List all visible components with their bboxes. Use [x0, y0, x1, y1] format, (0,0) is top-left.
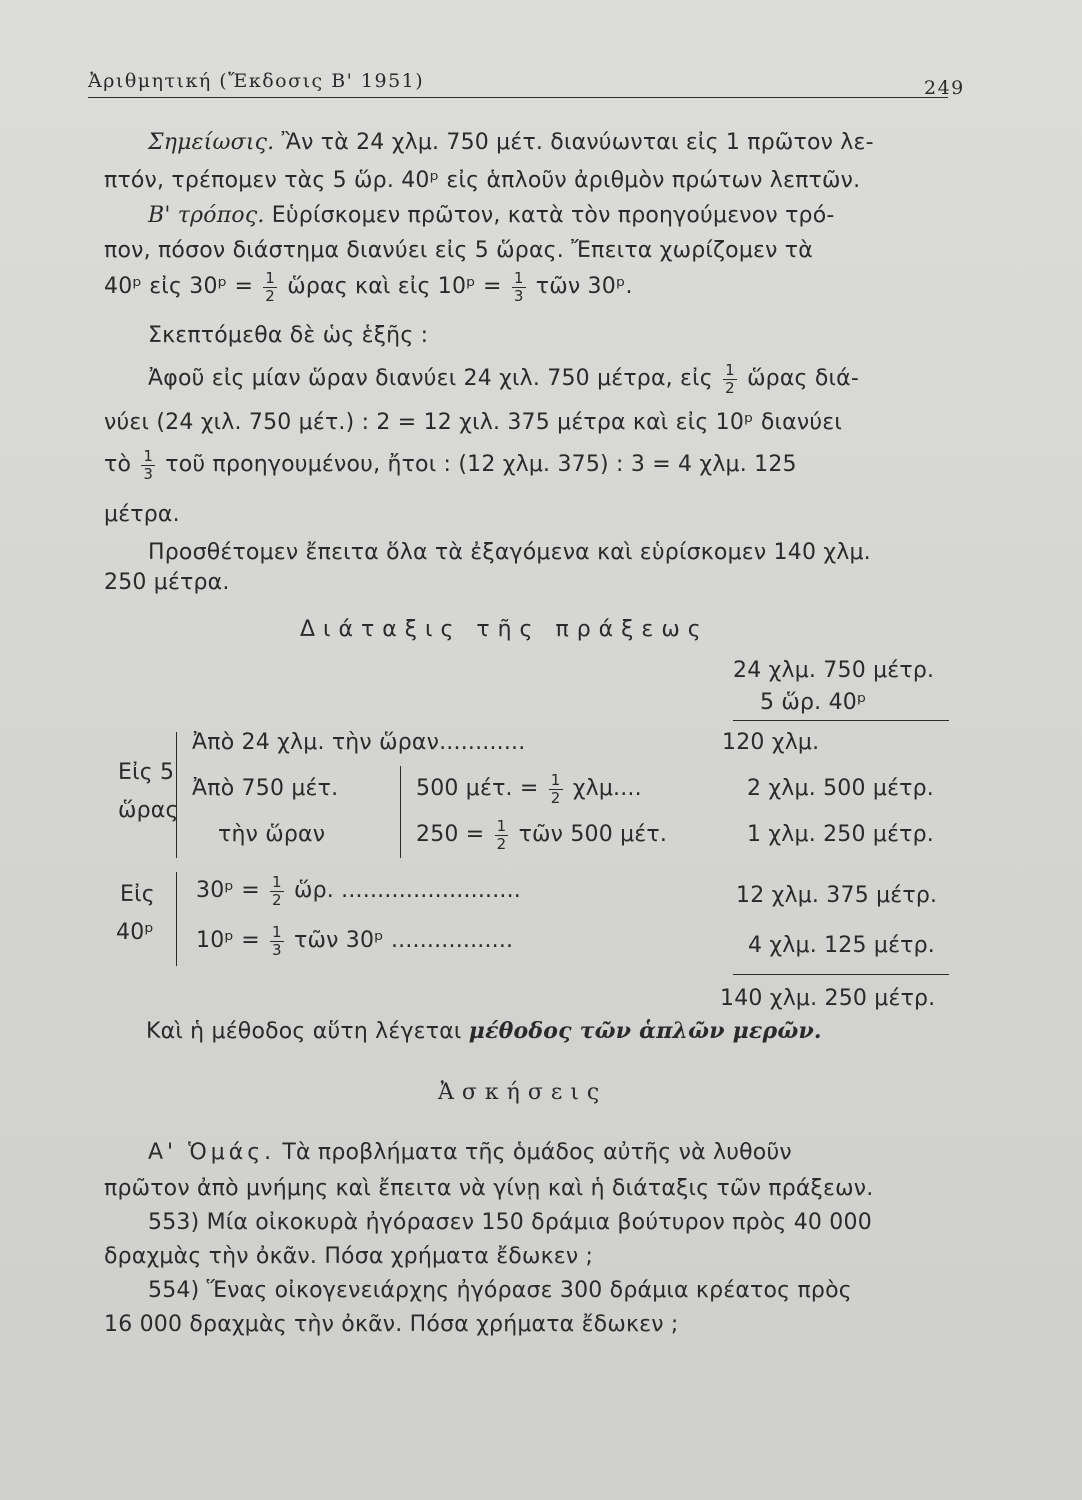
- frac-num: 1: [143, 447, 154, 465]
- row-1-value: 120 χλμ.: [722, 730, 820, 755]
- group-label: Α' Ὁμάς.: [148, 1140, 276, 1165]
- reasoning-1b: ὥρας διά-: [747, 366, 860, 391]
- row-3-sub-a: 250 =: [416, 822, 485, 847]
- fraction-half: [495, 818, 509, 852]
- note-text-3: Εὑρίσκομεν πρῶτον, κατὰ τὸν προηγούμενον τρό-: [271, 203, 835, 228]
- fraction-third: [512, 270, 526, 304]
- group-2-label-a: Εἰς: [120, 882, 155, 907]
- row-5-label: 10ᵖ =: [196, 928, 260, 953]
- frac-den: 2: [265, 286, 276, 305]
- row-5-tail: τῶν 30ᵖ .................: [294, 928, 514, 953]
- note-line-3: [148, 203, 835, 228]
- reasoning-line-3: [104, 448, 797, 482]
- note-5b: ὥρας καὶ εἰς 10ᵖ =: [287, 274, 502, 299]
- row-1-label: Ἀπὸ 24 χλμ. τὴν ὥραν: [192, 730, 440, 755]
- method-b-label: Β' τρόπος.: [148, 203, 265, 228]
- exercise-553-line-2: δραχμὰς τὴν ὀκᾶν. Πόσα χρήματα ἔδωκεν ;: [104, 1244, 594, 1269]
- reasoning-line-5: Προσθέτομεν ἔπειτα ὅλα τὰ ἐξαγόμενα καὶ εὑρίσκομεν 140 χλμ.: [148, 540, 871, 565]
- row-2-text-b: τὴν ὥραν: [218, 822, 326, 847]
- reasoning-1a: Ἀφοῦ εἰς μίαν ὥραν διανύει 24 χιλ. 750 μέτρα, εἰς: [148, 366, 713, 391]
- exercises-group-line-1: [148, 1140, 792, 1165]
- note-line-4: πον, πόσον διάστημα διανύει εἰς 5 ὥρας. Ἔπειτα χωρίζομεν τὰ: [104, 238, 813, 263]
- note-text-1: Ἂν τὰ 24 χλμ. 750 μέτ. διανύωνται εἰς 1 πρῶτον λε-: [281, 130, 874, 155]
- frac-num: 1: [272, 873, 282, 891]
- frac-den: 2: [550, 788, 561, 807]
- row-5-text: [196, 924, 513, 958]
- group-1-label-a: Εἰς 5: [118, 760, 175, 785]
- row-1-dots: ............: [439, 730, 526, 755]
- reasoning-3a: τὸ: [104, 452, 132, 477]
- fraction-third: [141, 448, 155, 482]
- frac-den: 3: [272, 940, 282, 959]
- frac-num: 1: [513, 269, 524, 287]
- group-2-label-b: 40ᵖ: [116, 920, 155, 945]
- note-line-5: [104, 270, 633, 304]
- frac-den: 3: [143, 464, 154, 483]
- row-3-value: 1 χλμ. 250 μέτρ.: [747, 822, 934, 847]
- row-1-text: [192, 730, 525, 755]
- frac-num: 1: [496, 817, 507, 835]
- frac-den: 2: [725, 378, 735, 397]
- frac-num: 1: [550, 771, 561, 789]
- row-4-tail: ὥρ. .........................: [294, 878, 522, 903]
- exercises-title: Ἀσκήσεις: [438, 1080, 608, 1105]
- frac-den: 2: [272, 890, 282, 909]
- note-line-2: πτόν, τρέπομεν τὰς 5 ὥρ. 40ᵖ εἰς ἁπλοῦν ἀριθμὸν πρώτων λεπτῶν.: [104, 168, 861, 193]
- arrangement-total: 140 χλμ. 250 μέτρ.: [720, 986, 936, 1011]
- exercise-554-line-2: 16 000 δραχμὰς τὴν ὀκᾶν. Πόσα χρήματα ἔδωκεν ;: [104, 1312, 679, 1337]
- reasoning-3b: τοῦ προηγουμένου, ἤτοι : (12 χλμ. 375) : 3 = 4 χλμ. 125: [165, 452, 797, 477]
- method-line: [146, 1018, 822, 1044]
- note-label: Σημείωσις.: [148, 130, 275, 155]
- group-text-1: Τὰ προβλήματα τῆς ὁμάδος αὐτῆς νὰ λυθοῦν: [282, 1140, 792, 1165]
- row-2-value: 2 χλμ. 500 μέτρ.: [747, 776, 934, 801]
- row-2-text-a: Ἀπὸ 750 μέτ.: [192, 776, 339, 801]
- note-line-1: [148, 130, 874, 155]
- fraction-half: [270, 874, 284, 908]
- row-4-text: [196, 874, 521, 908]
- reasoning-line-2: νύει (24 χιλ. 750 μέτ.) : 2 = 12 χιλ. 375 μέτρα καὶ εἰς 10ᵖ διανύει: [104, 410, 843, 435]
- row-2-sub: [416, 772, 642, 806]
- fraction-half: [723, 362, 737, 396]
- fraction-half: [263, 270, 277, 304]
- row-2-sub-a: 500 μέτ. =: [416, 776, 539, 801]
- group-1-label-b: ὥρας: [118, 798, 179, 823]
- running-header: Ἀριθμητική (Ἔκδοσις Β' 1951): [88, 70, 425, 92]
- reasoning-line-6: 250 μέτρα.: [104, 570, 230, 595]
- row-2-sub-tail: χλμ....: [572, 776, 642, 801]
- frac-num: 1: [725, 361, 735, 379]
- total-rule: [733, 974, 949, 975]
- top-rule: [733, 720, 949, 721]
- sub-brace: [400, 766, 401, 858]
- reasoning-intro: Σκεπτόμεθα δὲ ὡς ἑξῆς :: [148, 323, 429, 348]
- method-name: μέθοδος τῶν ἁπλῶν μερῶν.: [468, 1018, 822, 1044]
- frac-den: 2: [496, 834, 507, 853]
- header-rule: [88, 97, 948, 98]
- row-3-sub: [416, 818, 667, 852]
- exercise-553-line-1: 553) Μία οἰκοκυρὰ ἠγόρασεν 150 δράμια βούτυρον πρὸς 40 000: [148, 1210, 872, 1235]
- row-4-value: 12 χλμ. 375 μέτρ.: [736, 883, 938, 908]
- row-4-label: 30ᵖ =: [196, 878, 260, 903]
- exercise-554-line-1: 554) Ἕνας οἰκογενειάρχης ἠγόρασε 300 δράμια κρέατος πρὸς: [148, 1278, 852, 1303]
- reasoning-line-4: μέτρα.: [104, 502, 180, 527]
- page-number: 249: [924, 77, 965, 99]
- reasoning-line-1: [148, 362, 859, 396]
- arrangement-title: Διάταξις τῆς πράξεως: [300, 617, 709, 642]
- exercises-group-line-2: πρῶτον ἀπὸ μνήμης καὶ ἔπειτα νὰ γίνῃ καὶ ἡ διάταξις τῶν πράξεων.: [104, 1176, 874, 1201]
- method-text: Καὶ ἡ μέθοδος αὕτη λέγεται: [146, 1019, 462, 1044]
- frac-num: 1: [272, 923, 282, 941]
- arrangement-top-1: 24 χλμ. 750 μέτρ.: [733, 658, 935, 683]
- row-3-sub-tail: τῶν 500 μέτ.: [518, 822, 668, 847]
- frac-num: 1: [265, 269, 276, 287]
- arrangement-top-2: 5 ὥρ. 40ᵖ: [760, 690, 867, 715]
- note-5c: τῶν 30ᵖ.: [535, 274, 633, 299]
- row-5-value: 4 χλμ. 125 μέτρ.: [748, 933, 935, 958]
- fraction-half: [549, 772, 563, 806]
- group-2-brace: [176, 872, 177, 966]
- fraction-third: [270, 924, 284, 958]
- frac-den: 3: [513, 286, 524, 305]
- group-1-brace: [176, 732, 177, 858]
- note-5a: 40ᵖ εἰς 30ᵖ =: [104, 274, 254, 299]
